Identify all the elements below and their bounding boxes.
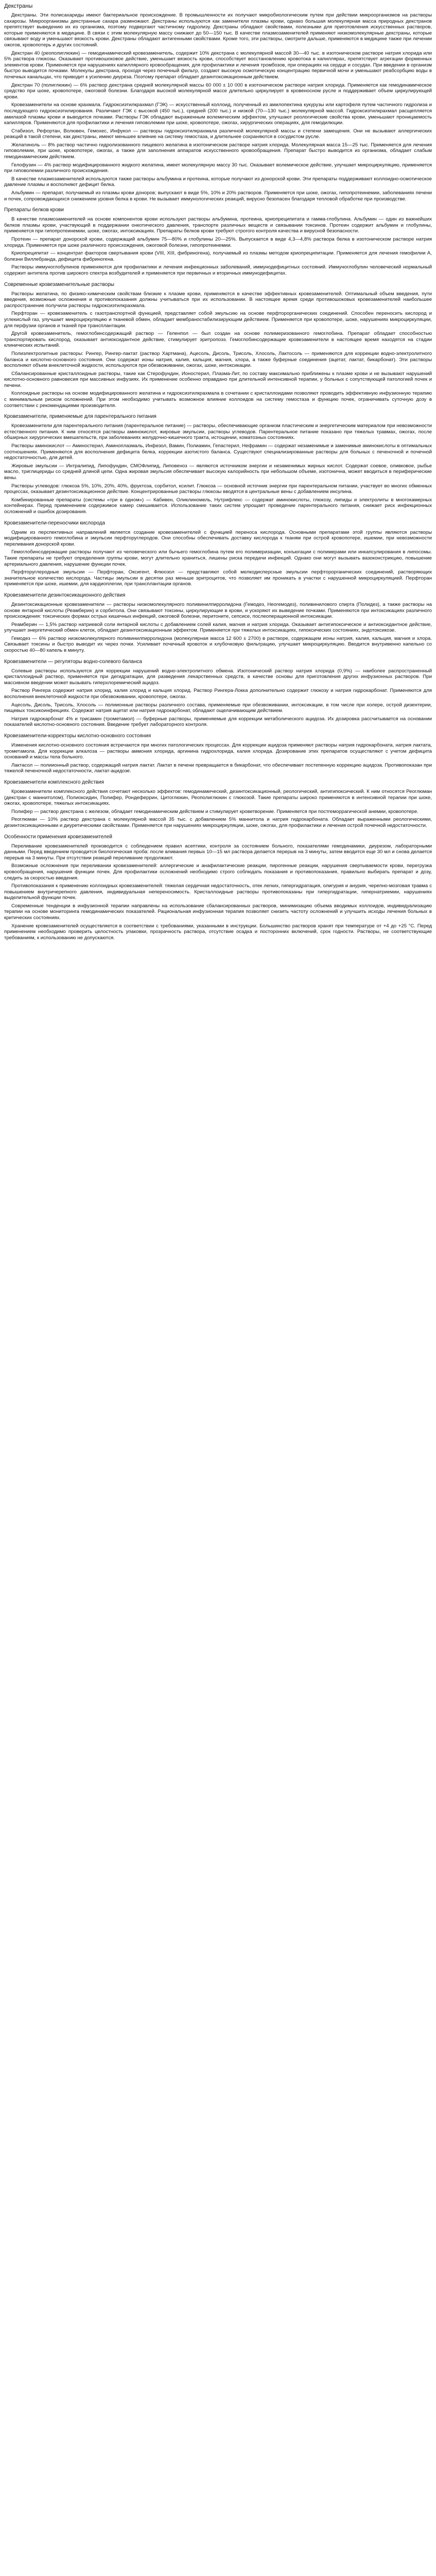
paragraph: Гемодез — 6% раствор низкомолекулярного поливинилпирролидона (молекулярная масса 12 600 ± 2700) в растворе, содержащем ионы натрия, калия, кальция, магния и хлора. Связывает токсины и быстро выводит их через почки. Усиливает почечный кровоток и клубочковую фильтрацию, улучшает микроциркуляцию. Вводится внутривенно капельно со скоростью 40—80 капель в минуту. bbox=[4, 635, 432, 654]
paragraph: Натрия гидрокарбонат 4% и трисамин (трометамол) — буферные растворы, применяемые для коррекции метаболического ацидоза. Их дозировка рассчитывается на основании показателей кислотно-основного состояния. Введение требует лабораторного контроля. bbox=[4, 716, 432, 728]
paragraph: Сбалансированные кристаллоидные растворы, такие как Стерофундин, Ионостерил, Плазма-Лит, по составу максимально приближены к плазме крови и не вызывают нарушений кислотно-основного равновесия при массивных инфузиях. Их применение особенно оправдано при длительной интенсивной терапии, у больных с сопутствующей патологией почек и печени. bbox=[4, 370, 432, 388]
section-heading: Кровезаменители — регуляторы водно-солевого баланса bbox=[4, 658, 142, 665]
paragraph: Перфторуглеродные эмульсии — Перфторан, Оксигент, Флюозол — представляют собой мелкодисперсные эмульсии перфторорганических соединений, растворяющих значительное количество кислорода. Частицы эмульсии в десятки раз меньше эритроцитов, что позволяет им проникать в участки с нарушенной микроциркуляцией. Перфторан применяется при шоке, ишемии, для кардиоплегии, при трансплантации органов. bbox=[4, 569, 432, 587]
paragraph: Переливание кровезаменителей производится с соблюдением правил асептики, контроля за состоянием больного, показателями гемодинамики, диурезом, лабораторными данными. Перед введением проводится биологическая проба: после вливания первых 10—15 мл раствора делается перерыв на 3 минуты, затем вводится еще 30 мл и снова делается перерыв на 3 минуты. При отсутствии реакций переливание продолжают. bbox=[4, 843, 432, 861]
document-body bbox=[4, 12, 432, 941]
paragraph: Жировые эмульсии — Интралипид, Липофундин, СМОФлипид, Липовеноз — являются источником энергии и незаменимых жирных кислот. Содержат соевое, оливковое, рыбье масло, триглицериды со средней длиной цепи. Одна жировая эмульсия обеспечивает высокую калорийность при небольшом объеме, изотонична, может вводиться в периферические вены. bbox=[4, 463, 432, 481]
paragraph: Декстран 40 (реополиглюкин) — гемодинамический кровезаменитель, содержит 10% декстрана с молекулярной массой 30—40 тыс. в изотоническом растворе натрия хлорида или 5% раствора глюкозы. Оказывает противошоковое действие, уменьшает вязкость крови, способствует восстановлению кровотока в капиллярах, препятствует агрегации форменных элементов крови. Применяется при нарушениях капиллярного кровообращения, для профилактики и лечения тромбозов, при операциях на сердце и сосудах. При введении в организм быстро выводится почками. Молекулы декстрана, проходя через почечный фильтр, создают высокую осмотическую концентрацию первичной мочи и уменьшают реабсорбцию воды в почечных канальцах, что приводит к усилению диуреза. Поэтому препарат обладает дезинтоксикационным действием. bbox=[4, 50, 432, 80]
paragraph: Противопоказания к применению коллоидных кровезаменителей: тяжелая сердечная недостаточность, отек легких, гипергидратация, олигурия и анурия, черепно-мозговая травма с повышением внутричерепного давления, индивидуальная непереносимость. Кристаллоидные растворы противопоказаны при гипергидратации, гипернатриемии, нарушениях выделительной функции почек. bbox=[4, 883, 432, 901]
paragraph: Возможные осложнения при переливании кровезаменителей: аллергические и анафилактические реакции, пирогенные реакции, нарушения свертываемости крови, перегрузка кровообращения, нарушения функции почек. Для профилактики осложнений необходимо строго соблюдать показания и противопоказания, правильно выбирать препарат и дозу, следить за скоростью введения. bbox=[4, 863, 432, 881]
paragraph: Полиэлектролитные растворы: Рингер, Рингер-лактат (раствор Хартмана), Ацесоль, Дисоль, Трисоль, Хлосоль, Лактосоль — применяются для коррекции водно-электролитного баланса и кислотно-основного состояния. Они содержат ионы натрия, калия, кальция, магния, хлора, а также буферные соединения (ацетат, лактат, бикарбонат). Эти растворы восполняют объем внеклеточной жидкости, используются при обезвоживании, ожогах, шоке, интоксикации. bbox=[4, 350, 432, 369]
paragraph: Протеин — препарат донорской крови, содержащий альбумин 75—80% и глобулины 20—25%. Выпускается в виде 4,3—4,8% раствора белка в изотоническом растворе натрия хлорида. Применяется при шоке различного происхождения, ожоговой болезни, гипопротеинемии. bbox=[4, 236, 432, 248]
section-heading: Особенности применения кровезаменителей bbox=[4, 834, 112, 840]
paragraph: Лактасол — полиионный раствор, содержащий натрия лактат. Лактат в печени превращается в бикарбонат, что обеспечивает постепенную коррекцию ацидоза. Противопоказан при тяжелой печеночной недостаточности, лактат-ацидозе. bbox=[4, 762, 432, 774]
section-heading: Современные кровезаменительные растворы bbox=[4, 281, 114, 287]
paragraph: Хранение кровезаменителей осуществляется в соответствии с требованиями, указанными в инструкции. Большинство растворов хранят при температуре от +4 до +25 °C. Перед применением необходимо проверить целостность упаковки, прозрачность раствора, отсутствие осадка и посторонних включений, срок годности. Растворы, не соответствующие требованиям, к использованию не допускаются. bbox=[4, 923, 432, 941]
document-section bbox=[4, 207, 432, 276]
section-heading: Кровезаменители, применяемые для парентерального питания bbox=[4, 414, 156, 420]
paragraph: Одним из перспективных направлений является создание кровезаменителей с функцией переноса кислорода. Основными препаратами этой группы являются растворы модифицированного гемоглобина и эмульсии перфторуглеродов. Они способны обеспечивать доставку кислорода к тканям при острой кровопотере, ишемии, при невозможности переливания донорской крови. bbox=[4, 529, 432, 547]
paragraph: Полифер — раствор декстрана с железом, обладает гемодинамическим действием и стимулирует кроветворение. Применяется при постгеморрагической анемии, кровопотере. bbox=[11, 808, 418, 815]
paragraph: Перфторан — кровезаменитель с газотранспортной функцией, представляет собой эмульсию на основе перфторорганических соединений. Способен переносить кислород и углекислый газ, улучшает микроциркуляцию и тканевой обмен, обладает мембраностабилизирующим действием. Применяется при кровопотере, шоке, нарушениях микроциркуляции, для перфузии органов и тканей при трансплантации. bbox=[4, 311, 432, 329]
section-heading: Кровезаменители-переносчики кислорода bbox=[4, 520, 106, 526]
section-heading: Препараты белков крови bbox=[4, 207, 64, 213]
document-title: Декстраны bbox=[4, 3, 33, 9]
document-section bbox=[4, 12, 432, 100]
paragraph: Декстраны. Эти полисахариды имеют бактериальное происхождение. В промышленности их получают микробиологическим путем при действии микроорганизмов на растворы сахарозы. Микроорганизмы декстранные сахара размножают. Декстраны используются как заменители плазмы крови, однако большая молекулярная масса природных декстранов препятствует выведению их из организма, поэтому подвергают частичному гидролизу. Декстраны обладают свойствами, полезными для приготовления искусственных растворов, которые применяются в медицине. В связи с этим молекулярную массу снижают до 50—150 тыс. В качестве плазмозаменителей применяют низкомолекулярные декстраны, которые связывают воду и уменьшают вязкость крови. Декстраны обладают антигенными свойствами. Кроме того, эти растворы, смотрите дальше, применяются в медицине также при лечении ожогов, кровопотерь и других состояний. bbox=[4, 12, 432, 48]
paragraph: Комбинированные препараты (системы «три в одном») — Кабивен, Оликлиномель, Нутрифлекс — содержат аминокислоты, глюкозу, липиды и электролиты в многокамерных контейнерах. Перед применением содержимое камер смешивается. Использование таких систем упрощает проведение парентерального питания, снижает риск инфекционных осложнений и ошибок дозирования. bbox=[4, 497, 432, 515]
document-section bbox=[4, 102, 432, 202]
paragraph: Гелофузин — 4% раствор модифицированного жидкого желатина, имеет молекулярную массу 30 тыс. Оказывает волемическое действие, улучшает микроциркуляцию, применяется при гиповолемии различного происхождения. bbox=[4, 162, 432, 174]
paragraph: Альбумин — препарат, получаемый из плазмы крови доноров; выпускают в виде 5%, 10% и 20% растворов. Применяется при шоке, ожогах, гипопротеинемии, заболеваниях печени и почек, сопровождающихся снижением уровня белка в крови. Не вызывает иммунологических реакций, вирусно безопасен благодаря тепловой обработке при производстве. bbox=[4, 190, 432, 202]
paragraph: Реоглюман — 10% раствор декстрана с молекулярной массой 35 тыс. с добавлением 5% маннитола и натрия гидрокарбоната. Обладает выраженными реологическими, дезинтоксикационными и диуретическими свойствами. Применяется при нарушениях микроциркуляции, шоке, ожогах, для профилактики и лечения острой почечной недостаточности. bbox=[4, 817, 432, 828]
section-heading: Кровезаменители дезинтоксикационного действия bbox=[4, 592, 126, 598]
paragraph: Реамберин — 1,5% раствор натриевой соли янтарной кислоты с добавлением солей калия, магния и натрия хлорида. Оказывает антигипоксическое и антиоксидантное действие, улучшает энергетический обмен клеток, обладает дезинтоксикационным эффектом. Применяется при тяжелых интоксикациях, гипоксических состояниях, эндотоксикозе. bbox=[4, 621, 432, 634]
document-section bbox=[4, 282, 432, 409]
paragraph: Раствор Рингера содержит натрия хлорид, калия хлорид и кальция хлорид. Раствор Рингера-Локка дополнительно содержит глюкозу и натрия гидрокарбонат. Применяются для восполнения внеклеточной жидкости при обезвоживании, кровопотере, ожогах. bbox=[4, 688, 432, 700]
paragraph: Растворы иммуноглобулинов применяются для профилактики и лечения инфекционных заболеваний, иммунодефицитных состояний. Иммуноглобулин человеческий нормальный содержит антитела против широкого спектра возбудителей и применяется при первичных и вторичных иммунодефицитах. bbox=[4, 264, 432, 276]
paragraph: Солевые растворы используются для коррекции нарушений водно-электролитного обмена. Изотонический раствор натрия хлорида (0,9%) — наиболее распространенный кристаллоидный раствор, применяется при дегидратации, для разведения лекарственных средств, в качестве основы для приготовления других инфузионных растворов. При массивном введении может вызывать гиперхлоремический ацидоз. bbox=[4, 668, 432, 686]
paragraph: Стабизол, Рефортан, Волювен, Гемохес, Инфукол — растворы гидроксиэтилкрахмала различной молекулярной массы и степени замещения. Они не вызывают аллергических реакций в такой степени, как декстраны, имеют меньшее влияние на систему гемостаза, и длительнее сохраняются в сосудистом русле. bbox=[4, 128, 432, 140]
document-section bbox=[4, 834, 432, 941]
paragraph: Растворы желатина, по физико-химическим свойствам близкие к плазме крови, применяются в качестве эффективных кровезаменителей. Оптимальный объем введения, пути введения, возможные осложнения и противопоказания должны учитываться при их использовании. В настоящее время среди противошоковых кровезаменителей наибольшее распространение получили растворы гидроксиэтилкрахмала. bbox=[4, 291, 432, 309]
paragraph: Криопреципитат — концентрат факторов свертывания крови (VIII, XIII, фибриногена), получаемый из плазмы методом криопреципитации. Применяется для лечения гемофилии А, болезни Виллебранда, дефицита фибриногена. bbox=[4, 250, 432, 262]
paragraph: В качестве плазмозаменителей используются также растворы альбумина и протеина, которые получают из донорской крови. Эти препараты поддерживают коллоидно-осмотическое давление плазмы и восполняют дефицит белка. bbox=[4, 176, 432, 188]
paragraph: Дезинтоксикационные кровезаменители — растворы низкомолекулярного поливинилпирролидона (Гемодез, Неогемодез), поливинилового спирта (Полидез), а также растворы на основе янтарной кислоты (Реамберин) и сорбитола. Они связывают токсины, циркулирующие в крови, и ускоряют их выведение почками. Применяются при интоксикациях различного происхождения: токсических формах острых кишечных инфекций, ожоговой болезни, перитоните, сепсисе, послеоперационной интоксикации. bbox=[4, 601, 432, 620]
section-heading: Кровезаменители-корректоры кислотно-основного состояния bbox=[4, 733, 151, 739]
document-section bbox=[4, 733, 432, 774]
paragraph: Желатиноль — 8% раствор частично гидролизованного пищевого желатина в изотоническом растворе натрия хлорида. Молекулярная масса 15—25 тыс. Применяется для лечения гиповолемии, при шоке, кровопотере, ожогах, а также для заполнения аппаратов искусственного кровообращения. Препарат быстро выводится из организма, обладает слабым гемодинамическим действием. bbox=[4, 142, 432, 160]
paragraph: Кровезаменители на основе крахмала. Гидроксиэтилкрахмал (ГЭК) — искусственный коллоид, полученный из амилопектина кукурузы или картофеля путем частичного гидролиза и последующего гидроксиэтилирования. Различают ГЭК с высокой (450 тыс.), средней (200 тыс.) и низкой (70—130 тыс.) молекулярной массой. Гидроксиэтилкрахмал расщепляется амилазой плазмы крови и выводится почками. Растворы ГЭК обладают выраженным волемическим эффектом, улучшают реологические свойства крови, уменьшают проницаемость капилляров. Применяются для профилактики и лечения гиповолемии при шоке, кровопотере, ожогах, хирургических операциях, для гемодилюции. bbox=[4, 102, 432, 126]
document-section bbox=[4, 520, 432, 587]
paragraph: Гемоглобинсодержащие растворы получают из человеческого или бычьего гемоглобина путем его полимеризации, конъюгации с полимерами или инкапсулирования в липосомы. Такие препараты не требуют определения группы крови, могут длительно храниться, лишены риска передачи инфекций. Однако они могут вызывать вазоконстрикцию, повышение артериального давления, нарушение функции почек. bbox=[4, 549, 432, 567]
document-section bbox=[4, 414, 432, 515]
paragraph: Современные тенденции в инфузионной терапии направлены на использование сбалансированных растворов, минимизацию объема вводимых коллоидов, индивидуализацию терапии на основе мониторинга гемодинамических показателей. Рациональная инфузионная терапия позволяет снизить частоту осложнений и улучшить исходы лечения больных в критических состояниях. bbox=[4, 903, 432, 921]
paragraph: Ацесоль, Дисоль, Трисоль, Хлосоль — полиионные растворы различного состава, применяемые при обезвоживании, интоксикации, в том числе при холере, острой дизентерии, пищевых токсикоинфекциях. Содержат натрия ацетат или натрия гидрокарбонат, обладают ощелачивающим действием. bbox=[4, 702, 432, 714]
paragraph: Растворы углеводов: глюкоза 5%, 10%, 20%, 40%, фруктоза, сорбитол, ксилит. Глюкоза — основной источник энергии при парентеральном питании, участвует во многих обменных процессах, оказывает дезинтоксикационное действие. Концентрированные растворы глюкозы вводятся в центральные вены с добавлением инсулина. bbox=[4, 483, 432, 495]
paragraph: В качестве плазмозаменителей на основе компонентов крови используют растворы альбумина, протеина, криопреципитата и гамма-глобулина. Альбумин — один из важнейших белков плазмы крови, участвующий в поддержании онкотического давления, транспорте различных веществ и связывании токсинов. Протеин содержит альбумин и глобулины, применяется при гипопротеинемии, шоке, ожогах, интоксикациях. Препараты белков крови требуют строгого контроля качества и вирусной безопасности. bbox=[4, 216, 432, 234]
paragraph: Коллоидные растворы на основе модифицированного желатина и гидроксиэтилкрахмала в сочетании с кристаллоидами позволяют проводить эффективную инфузионную терапию с минимальным риском осложнений. При этом необходимо учитывать возможное влияние коллоидов на систему гемостаза и функцию почек, ограничивать суточную дозу в соответствии с рекомендациями производителя. bbox=[4, 391, 432, 409]
section-heading: Кровезаменители комплексного действия bbox=[4, 779, 104, 785]
paragraph: Кровезаменители комплексного действия сочетают несколько эффектов: гемодинамический, дезинтоксикационный, реологический, антигипоксический. К ним относятся Реоглюман (декстран с маннитолом), Полиоксидин, Полифер, Рондеферрин, Цитоглюкин, Реополиглюкин с глюкозой. Такие препараты широко применяются в интенсивной терапии при шоке, ожогах, кровопотере, тяжелых интоксикациях. bbox=[4, 788, 432, 807]
document-section bbox=[4, 779, 432, 829]
paragraph: Кровезаменители для парентерального питания (парентеральное питание) — растворы, обеспечивающие организм пластическим и энергетическим материалом при невозможности естественного питания. К ним относятся растворы аминокислот, жировые эмульсии, растворы углеводов. Парентеральное питание показано при тяжелых травмах, ожогах, после обширных хирургических вмешательств, при заболеваниях желудочно-кишечного тракта, истощении, коматозных состояниях. bbox=[4, 423, 432, 441]
document-section bbox=[4, 592, 432, 654]
paragraph: Другой кровезаменитель, гемоглобинсодержащий раствор — Геленпол — был создан на основе полимеризованного гемоглобина. Препарат обладает способностью транспортировать кислород, оказывает антиоксидантное действие, стимулирует эритропоэз. Гемоглобинсодержащие кровезаменители в настоящее время находятся на стадии клинических испытаний. bbox=[4, 331, 432, 349]
paragraph: Растворы аминокислот — Аминостерил, Аминоплазмаль, Инфезол, Вамин, Полиамин, Гепастерил, Нефрамин — содержат незаменимые и заменимые аминокислоты в оптимальных соотношениях. Применяются для восполнения дефицита белка, коррекции азотистого баланса. Существуют специализированные растворы для больных с печеночной и почечной недостаточностью, для детей. bbox=[4, 443, 432, 461]
document-section bbox=[4, 659, 432, 728]
paragraph: Изменения кислотно-основного состояния встречаются при многих патологических процессах. Для коррекции ацидоза применяют растворы натрия гидрокарбоната, натрия лактата, трометамола. Для коррекции алкалоза — растворы аммония хлорида, аргинина гидрохлорида, калия хлорида. Дозирование этих препаратов осуществляют с учетом дефицита оснований и массы тела больного. bbox=[4, 742, 432, 760]
paragraph: Декстран 70 (полиглюкин) — 6% раствор декстрана средней молекулярной массы 60 000 ± 10 000 в изотоническом растворе натрия хлорида. Применяется как гемодинамическое средство при шоке, кровопотере, ожоговой болезни. Благодаря высокой молекулярной массе длительно циркулирует в кровеносном русле и поддерживает объем циркулирующей крови. bbox=[4, 82, 432, 100]
document-page bbox=[0, 0, 436, 941]
